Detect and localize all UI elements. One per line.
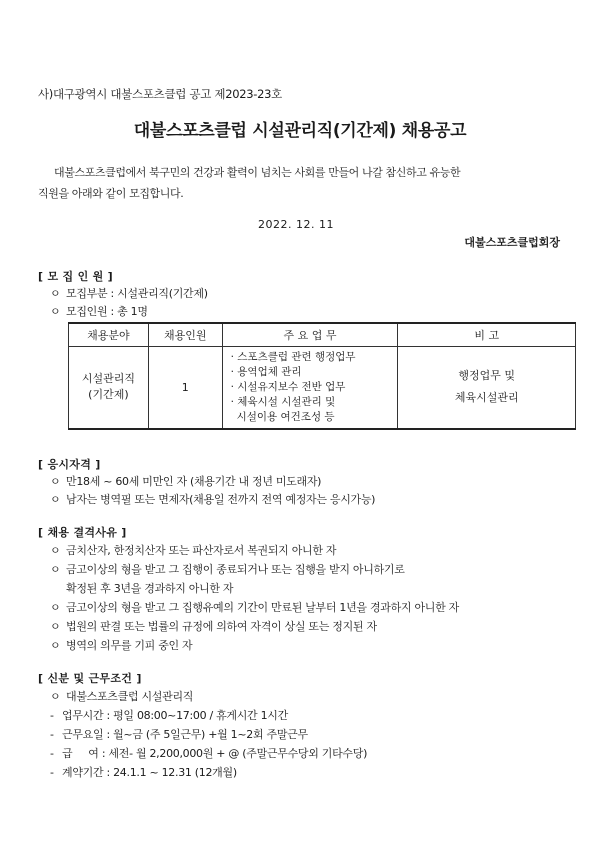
signer: 대불스포츠클럽회장 bbox=[464, 236, 560, 249]
cell-duties: · 스포츠클럽 관련 행정업무 · 용역업체 관리 · 시설유지보수 전반 업무 · 체육시설 시설관리 및 시설이용 여건조성 등 bbox=[222, 347, 398, 429]
table-row bbox=[69, 347, 576, 429]
th-duties: 주 요 업 무 bbox=[222, 323, 398, 347]
th-field: 채용분야 bbox=[69, 323, 149, 347]
notice-date: 2022. 12. 11 bbox=[258, 218, 334, 231]
intro-line-2: 직원을 아래와 같이 모집합니다. bbox=[38, 187, 184, 200]
section-heading-conditions: [ 신분 및 근무조건 ] bbox=[38, 672, 142, 685]
disqualification-item-2: ㅇ 금고이상의 형을 받고 그 집행이 종료되거나 또는 집행을 받지 아니하기로 bbox=[50, 563, 405, 576]
intro-paragraph bbox=[38, 162, 568, 204]
conditions-position: ㅇ 대불스포츠클럽 시설관리직 bbox=[50, 690, 194, 703]
section-heading-qualification: [ 응시자격 ] bbox=[38, 458, 101, 471]
recruit-item-count: ㅇ 모집인원 : 총 1명 bbox=[50, 305, 148, 318]
cell-count: 1 bbox=[148, 347, 222, 429]
section-heading-disqualification: [ 채용 결격사유 ] bbox=[38, 526, 127, 539]
conditions-item-salary: - 급 여 : 세전- 월 2,200,000원 + @ (주말근무수당외 기타수당) bbox=[50, 747, 368, 760]
conditions-item-hours: - 업무시간 : 평일 08:00~17:00 / 휴게시간 1시간 bbox=[50, 709, 288, 722]
notice-number: 사)대구광역시 대불스포츠클럽 공고 제2023-23호 bbox=[38, 87, 282, 101]
disqualification-item-4: ㅇ 법원의 판결 또는 법률의 규정에 의하여 자격이 상실 또는 정지된 자 bbox=[50, 620, 377, 633]
cell-notes: 행정업무 및 체육시설관리 bbox=[398, 347, 576, 429]
table-header-row bbox=[69, 323, 576, 347]
qualification-item-age: ㅇ 만18세 ~ 60세 미만인 자 (채용기간 내 정년 미도래자) bbox=[50, 475, 322, 488]
qualification-item-military: ㅇ 남자는 병역필 또는 면제자(채용일 전까지 전역 예정자는 응시가능) bbox=[50, 493, 376, 506]
recruit-item-field: ㅇ 모집부분 : 시설관리직(기간제) bbox=[50, 287, 208, 300]
bullet-mark: ㅇ bbox=[50, 305, 61, 318]
disqualification-item-2-cont: 확정된 후 3년을 경과하지 아니한 자 bbox=[66, 582, 234, 595]
th-notes: 비 고 bbox=[398, 323, 576, 347]
intro-line-1: 대불스포츠클럽에서 북구민의 건강과 활력이 넘치는 사회를 만들어 나갈 참신하고 유능한 bbox=[54, 166, 461, 179]
th-count: 채용인원 bbox=[148, 323, 222, 347]
disqualification-item-5: ㅇ 병역의 의무를 기피 중인 자 bbox=[50, 639, 193, 652]
disqualification-item-3: ㅇ 금고이상의 형을 받고 그 집행유예의 기간이 만료된 날부터 1년을 경과하지 아니한 자 bbox=[50, 601, 459, 614]
conditions-item-days: - 근무요일 : 월~금 (주 5일근무) +월 1~2회 주말근무 bbox=[50, 728, 308, 741]
bullet-mark: ㅇ bbox=[50, 287, 61, 300]
dash-mark: - bbox=[50, 709, 54, 722]
page-title: 대불스포츠클럽 시설관리직(기간제) 채용공고 bbox=[133, 121, 467, 141]
disqualification-item-1: ㅇ 금치산자, 한정치산자 또는 파산자로서 복권되지 아니한 자 bbox=[50, 544, 337, 557]
recruit-table bbox=[68, 322, 576, 430]
cell-field: 시설관리직 (기간제) bbox=[69, 347, 149, 429]
section-heading-recruit: [ 모 집 인 원 ] bbox=[38, 270, 114, 283]
conditions-item-contract: - 계약기간 : 24.1.1 ~ 12.31 (12개월) bbox=[50, 766, 237, 779]
